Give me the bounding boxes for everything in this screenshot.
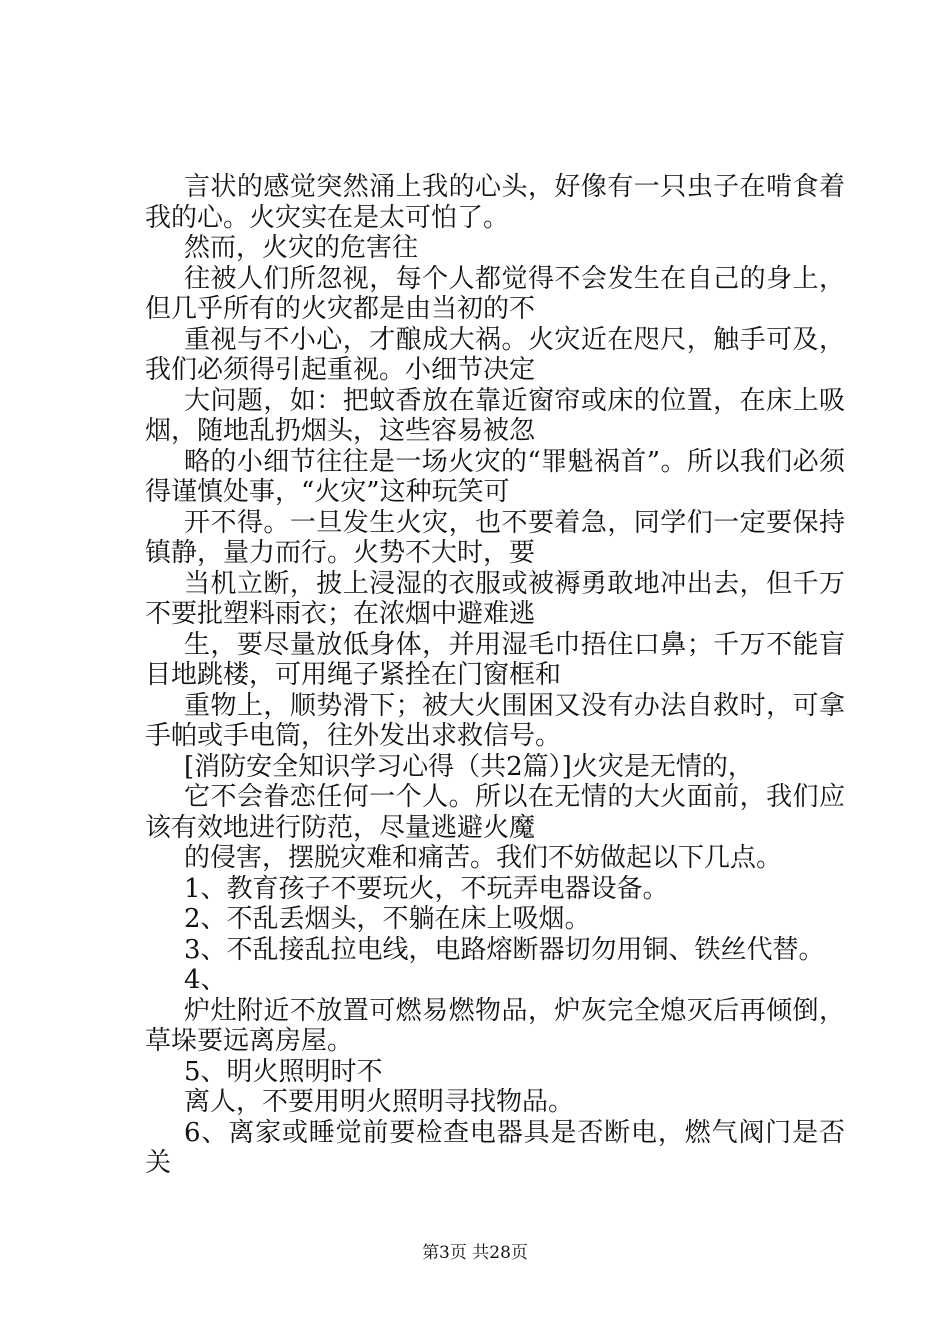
- paragraph: 炉灶附近不放置可燃易燃物品，炉灰完全熄灭后再倾倒，草垛要远离房屋。: [145, 995, 845, 1056]
- paragraph: 重视与不小心，才酿成大祸。火灾近在咫尺，触手可及，我们必须得引起重视。小细节决定: [145, 324, 845, 385]
- list-item: 5、明火照明时不: [184, 1056, 383, 1087]
- list-item: 3、不乱接乱拉电线，电路熔断器切勿用铜、铁丝代替。: [184, 934, 825, 965]
- paragraph: 然而，火灾的危害往: [184, 233, 419, 263]
- list-item: 1、教育孩子不要玩火，不玩弄电器设备。: [184, 873, 669, 904]
- paragraph: 开不得。一旦发生火灾，也不要着急，同学们一定要保持镇静，量力而行。火势不大时，要: [145, 507, 845, 568]
- list-item: 4、: [184, 965, 227, 995]
- paragraph: 重物上，顺势滑下；被大火围困又没有办法自救时，可拿手帕或手电筒，往外发出求救信号。: [145, 690, 845, 751]
- list-item: 2、不乱丢烟头，不躺在床上吸烟。: [184, 904, 591, 934]
- document-body: [145, 172, 845, 1179]
- paragraph: 的侵害，摆脱灾难和痛苦。我们不妨做起以下几点。: [184, 843, 783, 873]
- page-number-footer: 第3页 共28页: [422, 1243, 528, 1263]
- paragraph: [消防安全知识学习心得（共2篇）]火灾是无情的，: [184, 751, 754, 782]
- paragraph: 往被人们所忽视，每个人都觉得不会发生在自己的身上，但几乎所有的火灾都是由当初的不: [145, 263, 845, 324]
- paragraph: 当机立断，披上浸湿的衣服或被褥勇敢地冲出去，但千万不要批塑料雨衣；在浓烟中避难逃: [145, 568, 845, 629]
- list-item: 6、离家或睡觉前要检查电器具是否断电，燃气阀门是否关: [145, 1117, 845, 1178]
- paragraph: 它不会眷恋任何一个人。所以在无情的大火面前，我们应该有效地进行防范，尽量逃避火魔: [145, 782, 845, 843]
- paragraph: 离人，不要用明火照明寻找物品。: [184, 1087, 575, 1117]
- paragraph: 言状的感觉突然涌上我的心头，好像有一只虫子在啃食着我的心。火灾实在是太可怕了。: [145, 172, 845, 233]
- paragraph: 略的小细节往往是一场火灾的“罪魁祸首”。所以我们必须得谨慎处事，“火灾”这种玩笑可: [145, 446, 845, 507]
- paragraph: 生，要尽量放低身体，并用湿毛巾捂住口鼻；千万不能盲目地跳楼，可用绳子紧拴在门窗框和: [145, 629, 845, 690]
- paragraph: 大问题，如：把蚊香放在靠近窗帘或床的位置，在床上吸烟，随地乱扔烟头，这些容易被忽: [145, 385, 845, 446]
